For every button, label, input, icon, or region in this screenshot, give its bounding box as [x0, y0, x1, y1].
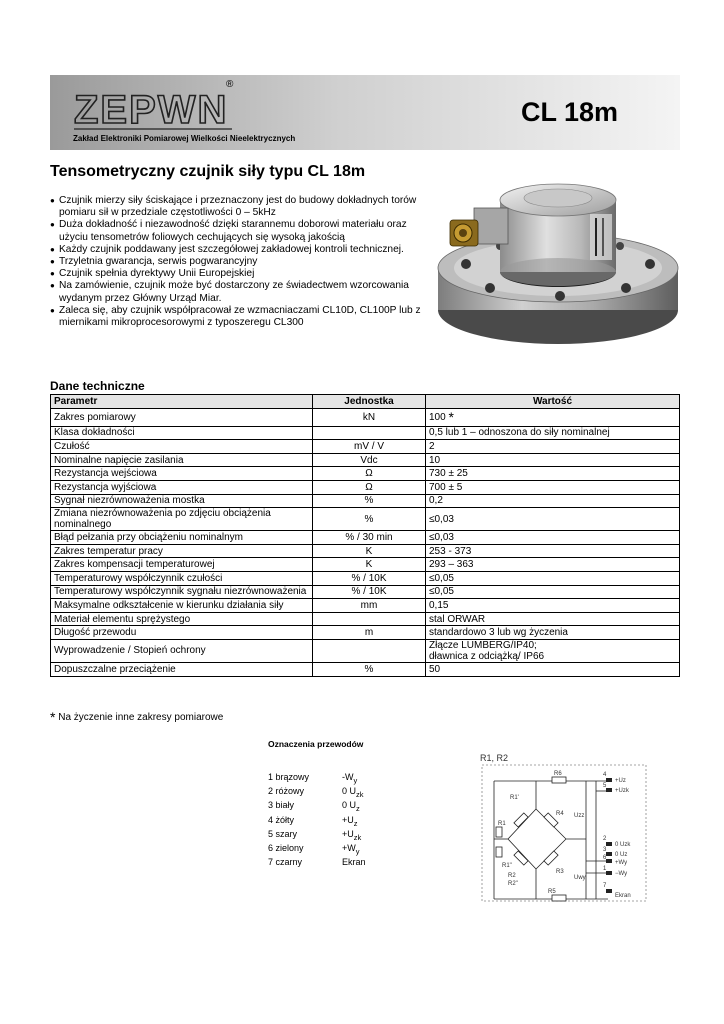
cell-unit: Vdc: [313, 453, 426, 467]
wire-name: 2 różowy: [268, 786, 305, 797]
svg-text:R5: R5: [548, 889, 556, 895]
cell-value: 50: [426, 662, 680, 676]
cell-param: Materiał elementu sprężystego: [51, 612, 313, 626]
cell-value: stal ORWAR: [426, 612, 680, 626]
svg-text:−Wy: −Wy: [615, 871, 628, 877]
table-row: [51, 612, 680, 626]
table-row: [51, 626, 680, 640]
cell-value: 100: [429, 411, 446, 423]
header-wartosc: Wartość: [426, 395, 680, 409]
cell-value: 0,15: [426, 599, 680, 613]
cell-param: Temperaturowy współczynnik sygnału niezrównoważenia: [51, 585, 313, 599]
cell-unit: % / 10K: [313, 571, 426, 585]
cell-unit: m: [313, 626, 426, 640]
cell-param: Sygnał niezrównoważenia mostka: [51, 494, 313, 508]
cell-param: Zakres pomiarowy: [51, 408, 313, 426]
wire-row: [268, 800, 366, 814]
wire-row: [268, 786, 366, 800]
wire-signal: Ekran: [342, 857, 366, 868]
cell-param: Wyprowadzenie / Stopień ochrony: [51, 639, 313, 662]
table-row: [51, 467, 680, 481]
wire-list: [268, 772, 366, 871]
svg-text:R4: R4: [556, 811, 564, 817]
registered-mark: ®: [226, 79, 234, 90]
footnote-text: Na życzenie inne zakresy pomiarowe: [55, 712, 224, 723]
wire-signal: $-W_y$: [342, 772, 358, 785]
wire-signal: 0 $U_{zk}$: [342, 786, 364, 799]
wire-name: 1 brązowy: [268, 772, 310, 782]
cell-unit: K: [313, 558, 426, 572]
zepwn-logo: [72, 87, 240, 133]
cell-param: Klasa dokładności: [51, 426, 313, 440]
svg-text:3: 3: [603, 847, 607, 853]
table-row: [51, 494, 680, 508]
wire-signal: $+U_z$: [342, 814, 358, 828]
model-name: CL 18m: [520, 97, 618, 127]
wire-row: [268, 772, 366, 786]
svg-text:4: 4: [603, 772, 607, 778]
cell-unit: %: [313, 662, 426, 676]
feature-item: ● Czujnik mierzy siły ściskające i przeznaczony jest do budowy dokładnych torów pomiaru sił w przedziale częstotliwości 0 – 5kHz: [50, 195, 430, 219]
cell-unit: [313, 612, 426, 626]
cell-param: Zakres kompensacji temperaturowej: [51, 558, 313, 572]
bridge-schematic: [478, 751, 650, 903]
table-row: [51, 599, 680, 613]
cell-unit: [313, 639, 426, 662]
cell-value: 730 ± 25: [426, 467, 680, 481]
table-row: [51, 426, 680, 440]
svg-text:6: 6: [603, 855, 607, 861]
cell-value: ≤0,03: [426, 508, 680, 531]
svg-text:+Uz: +Uz: [615, 778, 626, 784]
cell-param: Temperaturowy współczynnik czułości: [51, 571, 313, 585]
cell-value: standardowo 3 lub wg życzenia: [426, 626, 680, 640]
cell-value: ≤0,05: [426, 585, 680, 599]
svg-text:0 Uzk: 0 Uzk: [615, 842, 631, 848]
svg-text:+Wy: +Wy: [615, 860, 628, 866]
schematic-title: R1, R2: [480, 753, 509, 763]
star-mark: *: [448, 408, 454, 425]
header-banner: [50, 75, 680, 150]
table-row: [51, 531, 680, 545]
cell-param: Zakres temperatur pracy: [51, 544, 313, 558]
table-row: [51, 440, 680, 454]
svg-text:R2: R2: [508, 873, 516, 879]
cell-value: ≤0,05: [426, 571, 680, 585]
cell-param: Nominalne napięcie zasilania: [51, 453, 313, 467]
cell-value: 700 ± 5: [426, 480, 680, 494]
wire-signal: 0 $U_z$: [342, 800, 360, 814]
table-row: [51, 639, 680, 662]
svg-text:2: 2: [603, 836, 607, 842]
page-title: Tensometryczny czujnik siły typu CL 18m: [50, 163, 366, 180]
cell-value: ≤0,03: [426, 531, 680, 545]
wire-row: [268, 815, 366, 829]
table-row: [51, 571, 680, 585]
svg-text:7: 7: [603, 883, 607, 889]
cell-value: 253 - 373: [426, 544, 680, 558]
cell-unit: Ω: [313, 480, 426, 494]
cell-unit: kN: [313, 408, 426, 426]
wire-name: 3 biały: [268, 800, 295, 811]
wires-title: Oznaczenia przewodów: [268, 739, 364, 749]
svg-text:Uwy: Uwy: [574, 875, 586, 881]
cell-param: Czułość: [51, 440, 313, 454]
wire-name: 4 żółty: [268, 814, 295, 825]
cell-unit: % / 10K: [313, 585, 426, 599]
wire-name: 5 szary: [268, 828, 298, 839]
cell-unit: mV / V: [313, 440, 426, 454]
cell-param: Rezystancja wejściowa: [51, 467, 313, 481]
svg-text:0 Uz: 0 Uz: [615, 852, 628, 858]
cell-value-with-star: [426, 408, 680, 426]
svg-text:R3: R3: [556, 869, 564, 875]
cell-unit: Ω: [313, 467, 426, 481]
cell-param: Rezystancja wyjściowa: [51, 480, 313, 494]
sensor-photo: [430, 168, 680, 353]
cell-unit: %: [313, 508, 426, 531]
feature-item: ● Czujnik spełnia dyrektywy Unii Europejskiej: [50, 268, 430, 280]
cell-param: Błąd pełzania przy obciążeniu nominalnym: [51, 531, 313, 545]
cell-value: 10: [426, 453, 680, 467]
footnote-star: *: [50, 709, 56, 725]
feature-item: ● Na zamówienie, czujnik może być dostarczony ze świadectwem wzorcowania wydanym przez Główny Urząd Miar.: [50, 280, 430, 304]
feature-list: [50, 195, 430, 329]
cell-unit: mm: [313, 599, 426, 613]
svg-text:Ekran: Ekran: [615, 893, 631, 899]
table-row: [51, 662, 680, 676]
specs-table: [50, 394, 680, 677]
cell-unit: % / 30 min: [313, 531, 426, 545]
svg-text:1: 1: [603, 866, 607, 872]
cell-param: Maksymalne odkształcenie w kierunku działania siły: [51, 599, 313, 613]
cell-value: 0,2: [426, 494, 680, 508]
svg-text:R2": R2": [508, 881, 518, 887]
wire-row: [268, 843, 366, 857]
company-name: Zakład Elektroniki Pomiarowej Wielkości Nieelektrycznych: [73, 134, 296, 143]
svg-text:5: 5: [603, 783, 607, 789]
table-header-row: [51, 395, 680, 409]
header-parametr: Parametr: [51, 395, 313, 409]
table-row: [51, 585, 680, 599]
wire-row: [268, 829, 366, 843]
svg-text:R6: R6: [554, 771, 562, 777]
wire-row: [268, 857, 366, 871]
svg-text:R1': R1': [510, 795, 519, 801]
cell-unit: K: [313, 544, 426, 558]
feature-item: ● Każdy czujnik poddawany jest szczegółowej zakładowej kontroli technicznej.: [50, 244, 430, 256]
cell-value: 0,5 lub 1 – odnoszona do siły nominalnej: [426, 426, 680, 440]
wire-name: 6 zielony: [268, 843, 304, 854]
cell-unit: [313, 426, 426, 440]
table-row: [51, 408, 680, 426]
cell-param: Dopuszczalne przeciążenie: [51, 662, 313, 676]
table-row: [51, 544, 680, 558]
svg-text:Uzz: Uzz: [574, 813, 585, 819]
specs-title: Dane techniczne: [50, 379, 145, 393]
footnote: [50, 709, 223, 725]
cell-param: Zmiana niezrównoważenia po zdjęciu obciążenia nominalnego: [51, 508, 313, 531]
cell-value: 2: [426, 440, 680, 454]
feature-item: ● Duża dokładność i niezawodność dzięki starannemu doborowi materiału oraz użyciu tensometrów foliowych cechujących się wysoką jakością: [50, 219, 430, 243]
header-jednostka: Jednostka: [313, 395, 426, 409]
cell-unit: %: [313, 494, 426, 508]
svg-text:R1": R1": [502, 863, 512, 869]
table-row: [51, 480, 680, 494]
table-row: [51, 508, 680, 531]
svg-text:+Uzk: +Uzk: [615, 788, 629, 794]
table-row: [51, 558, 680, 572]
cell-value: 293 – 363: [426, 558, 680, 572]
wire-signal: $+W_y$: [342, 843, 360, 856]
feature-item: ● Zaleca się, aby czujnik współpracował ze wzmacniaczami CL10D, CL100P lub z miernikami mikroprocesorowymi z typoszeregu CL300: [50, 305, 430, 329]
cell-param: Długość przewodu: [51, 626, 313, 640]
feature-item: ● Trzyletnia gwarancja, serwis pogwarancyjny: [50, 256, 430, 268]
table-row: [51, 453, 680, 467]
logo-text: ZEPWN: [74, 88, 229, 132]
svg-text:R1: R1: [498, 821, 506, 827]
cell-value: Złącze LUMBERG/IP40; dławnica z odciążką/ IP66: [426, 639, 680, 662]
wire-name: 7 czarny: [268, 857, 303, 868]
wire-signal: $+U_{zk}$: [342, 828, 362, 842]
